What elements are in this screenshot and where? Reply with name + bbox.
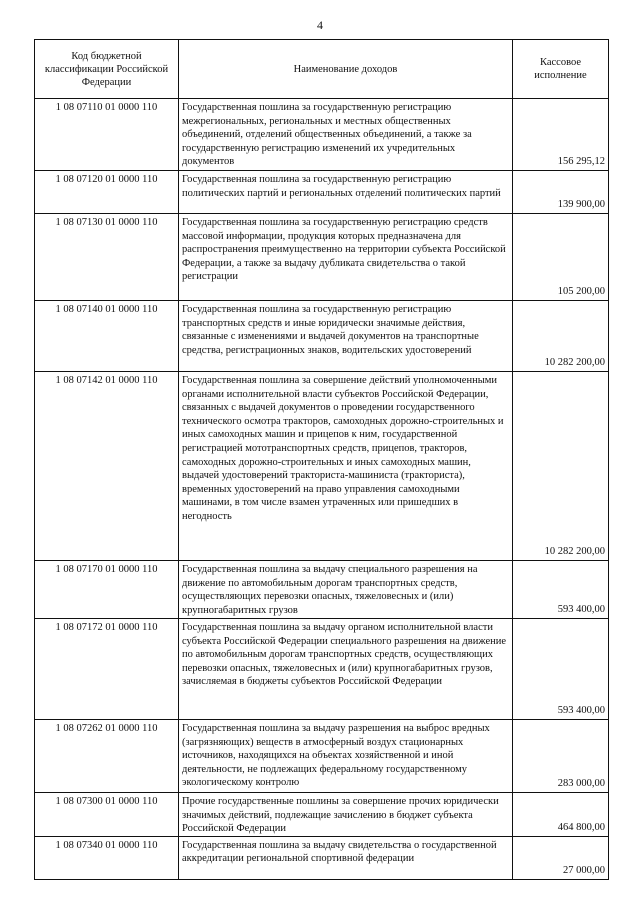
- row-code: 1 08 07110 01 0000 110: [35, 99, 179, 171]
- row-code: 1 08 07140 01 0000 110: [35, 301, 179, 372]
- revenue-table: [34, 39, 609, 880]
- row-amount: 105 200,00: [513, 214, 609, 301]
- row-code: 1 08 07300 01 0000 110: [35, 793, 179, 837]
- table-row: [35, 561, 609, 619]
- row-code: 1 08 07340 01 0000 110: [35, 836, 179, 879]
- row-code: 1 08 07170 01 0000 110: [35, 561, 179, 619]
- row-name: Государственная пошлина за государственную регистрацию межрегиональных, региональных и местных общественных объединений, отделений общественных объединений, а также за государственную регистрацию изменений их учредительных документов: [179, 99, 513, 171]
- row-name: Государственная пошлина за государственную регистрацию средств массовой информации, продукция которых предназначена для распространения преимущественно на территории субъекта Российской Федерации, а также за выдачу дубликата свидетельства о такой регистрации: [179, 214, 513, 301]
- table-row: [35, 99, 609, 171]
- row-code: 1 08 07142 01 0000 110: [35, 372, 179, 561]
- row-code: 1 08 07262 01 0000 110: [35, 720, 179, 793]
- row-name: Прочие государственные пошлины за совершение прочих юридически значимых действий, подлежащие зачислению в бюджет субъекта Российской Федерации: [179, 793, 513, 837]
- row-name: Государственная пошлина за государственную регистрацию политических партий и региональных отделений политических партий: [179, 171, 513, 214]
- row-amount: 283 000,00: [513, 720, 609, 793]
- table-row: [35, 793, 609, 837]
- table-row: [35, 836, 609, 879]
- header-name: Наименование доходов: [179, 40, 513, 99]
- row-amount: 593 400,00: [513, 619, 609, 720]
- row-amount: 464 800,00: [513, 793, 609, 837]
- row-name: Государственная пошлина за совершение действий уполномоченными органами исполнительной власти субъектов Российской Федерации, связанных с выдачей документов о проведении государственного технического осмотра тракторов, самоходных дорожно-строительных и иных самоходных машин и прицепов к ним, государственной регистрацией мототранспортных средств, прицепов, тракторов, самоходных дорожно-строительных и иных самоходных машин, выдачей удостоверений тракториста-машиниста (тракториста), временных удостоверений на право управления самоходными машинами, в том числе взамен утраченных или пришедших в негодность: [179, 372, 513, 561]
- row-name: Государственная пошлина за выдачу свидетельства о государственной аккредитации региональной спортивной федерации: [179, 836, 513, 879]
- table-header-row: [35, 40, 609, 99]
- table-row: [35, 619, 609, 720]
- row-code: 1 08 07120 01 0000 110: [35, 171, 179, 214]
- table-row: [35, 214, 609, 301]
- table-row: [35, 301, 609, 372]
- row-amount: 139 900,00: [513, 171, 609, 214]
- row-amount: 593 400,00: [513, 561, 609, 619]
- row-amount: 10 282 200,00: [513, 301, 609, 372]
- page-number: 4: [317, 18, 323, 32]
- row-amount: 156 295,12: [513, 99, 609, 171]
- header-amount: Кассовое исполнение: [513, 40, 609, 99]
- row-amount: 27 000,00: [513, 836, 609, 879]
- row-name: Государственная пошлина за выдачу разрешения на выброс вредных (загрязняющих) веществ в атмосферный воздух стационарных источников, находящихся на объектах хозяйственной и иной деятельности, не подлежащих федеральному государственному экологическому контролю: [179, 720, 513, 793]
- row-name: Государственная пошлина за выдачу специального разрешения на движение по автомобильным дорогам транспортных средств, осуществляющих перевозки опасных, тяжеловесных и (или) крупногабаритных грузов: [179, 561, 513, 619]
- table-row: [35, 372, 609, 561]
- row-name: Государственная пошлина за государственную регистрацию транспортных средств и иные юридически значимые действия, связанные с изменениями и выдачей документов на транспортные средства, регистрационных знаков, водительских удостоверений: [179, 301, 513, 372]
- row-name: Государственная пошлина за выдачу органом исполнительной власти субъекта Российской Федерации специального разрешения на движение по автомобильным дорогам транспортных средств, осуществляющих перевозки опасных, тяжеловесных и (или) крупногабаритных грузов, зачисляемая в бюджеты субъектов Российской Федерации: [179, 619, 513, 720]
- table-row: [35, 171, 609, 214]
- row-code: 1 08 07130 01 0000 110: [35, 214, 179, 301]
- row-code: 1 08 07172 01 0000 110: [35, 619, 179, 720]
- row-amount: 10 282 200,00: [513, 372, 609, 561]
- header-code: Код бюджетной классификации Российской Федерации: [35, 40, 179, 99]
- table-row: [35, 720, 609, 793]
